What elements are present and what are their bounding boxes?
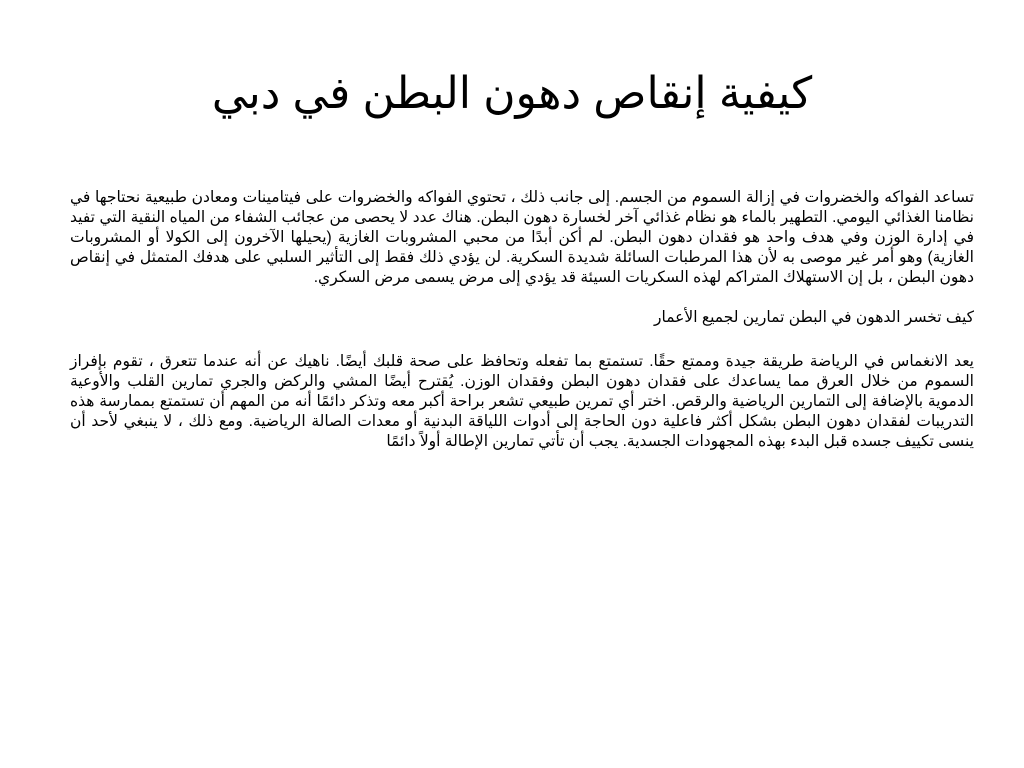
slide-body [70, 188, 974, 472]
paragraph-subheading: كيف تخسر الدهون في البطن تمارين لجميع الأعمار [654, 309, 974, 326]
paragraph-intro: تساعد الفواكه والخضروات في إزالة السموم من الجسم. إلى جانب ذلك ، تحتوي الفواكه والخضروات على فيتامينات ومعادن طبيعية نحتاجها في نظامنا الغذائي اليومي. التطهير بالماء هو نظام غذائي آخر لخسارة دهون البطن. هناك عدد لا يحصى من عجائب الشفاء من المياه النقية التي تفيد في إدارة الوزن وفي هدف واحد هو فقدان دهون البطن. لم أكن أبدًا من محبي المشروبات الغازية (يحيلها الآخرون إلى الكولا أو المشروبات الغازية) وهو أمر غير موصى به لأن هذا المرطبات السائلة شديدة السكرية. لن يؤدي ذلك فقط إلى التأثير السلبي على هدفك المتمثل في إنقاص دهون البطن ، بل إن الاستهلاك المتراكم لهذه السكريات السيئة قد يؤدي إلى مرض يسمى مرض السكري. [70, 189, 974, 286]
slide-title: كيفية إنقاص دهون البطن في دبي [211, 69, 813, 118]
paragraph-exercise: يعد الانغماس في الرياضة طريقة جيدة وممتع حقًا. تستمتع بما تفعله وتحافظ على صحة قلبك أيضًا. ناهيك عن أنه عندما تتعرق ، تقوم بإفراز السموم من خلال العرق مما يساعدك على فقدان دهون البطن وفقدان الوزن. يُقترح أيضًا المشي والركض والجري تمارين القلب والأوعية الدموية بالإضافة إلى التمارين الرياضية والرقص. اختر أي تمرين طبيعي تشعر براحة أكبر معه وتذكر دائمًا أنه من المهم أن تستمتع بممارسة هذه التدريبات لفقدان دهون البطن بشكل أكثر فاعلية دون الحاجة إلى أدوات اللياقة البدنية أو معدات الصالة الرياضية. ومع ذلك ، لا ينبغي لأحد أن ينسى تكييف جسده قبل البدء بهذه المجهودات الجسدية. يجب أن تأتي تمارين الإطالة أولاً دائمًا [70, 353, 974, 450]
